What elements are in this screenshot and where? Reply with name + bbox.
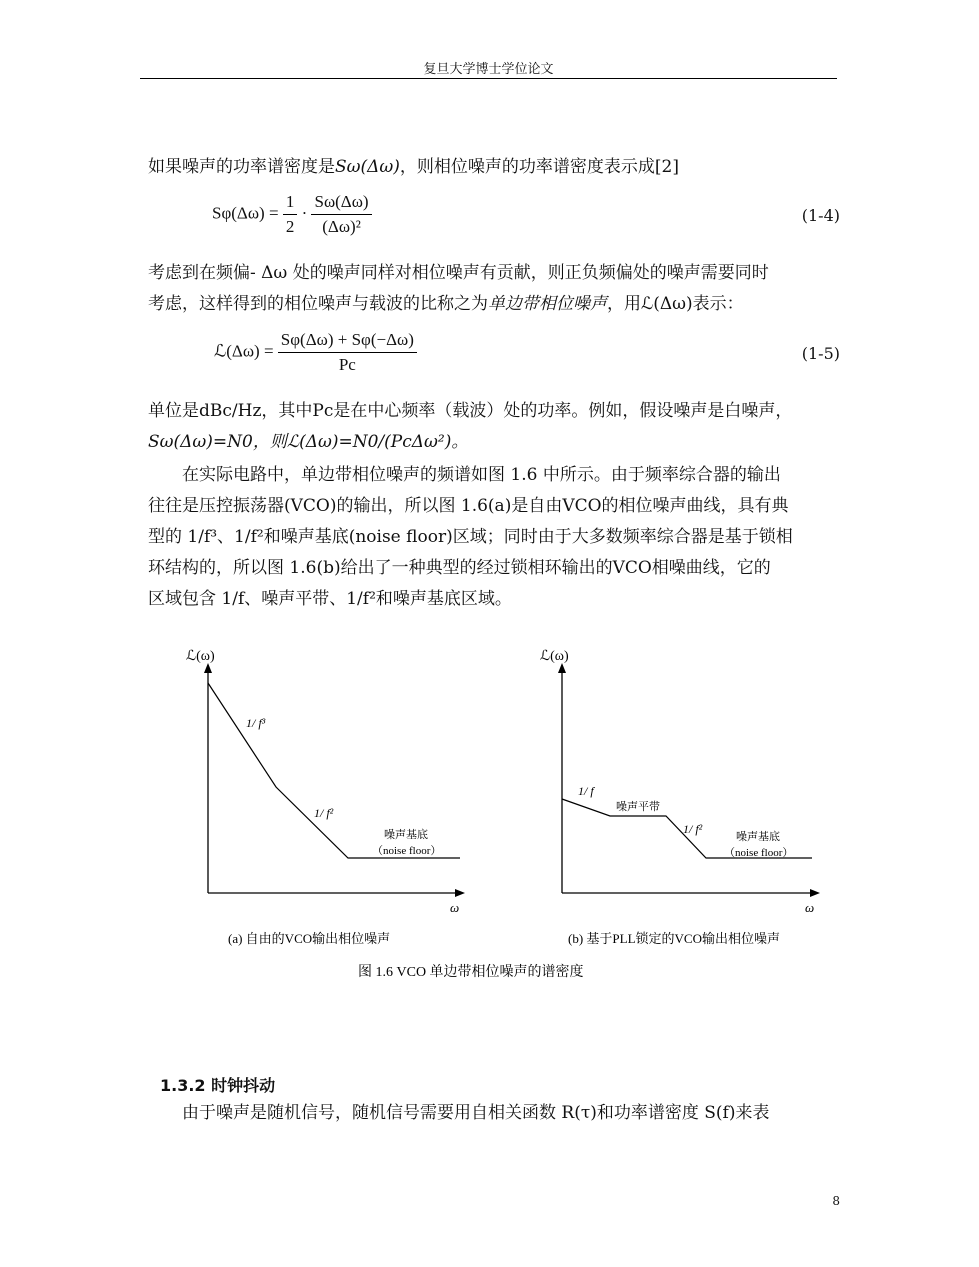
- panel-a-xlabel: ω: [450, 900, 460, 915]
- para4-line4: 环结构的，所以图 1.6(b)给出了一种典型的经过锁相环输出的VCO相噪曲线，它的: [148, 558, 771, 578]
- panel-b-floor-label: 噪声基底: [736, 831, 780, 843]
- para4-line2: 往往是压控振荡器(VCO)的输出，所以图 1.6(a)是自由VCO的相位噪声曲线，具有典: [148, 496, 789, 516]
- panel-b-seg-1f2: 1/ f²: [683, 822, 703, 836]
- para3-line2: Sω(Δω)=N0，则ℒ(Δω)=N0/(PcΔω²)。: [148, 432, 469, 452]
- para5-text: 由于噪声是随机信号，随机信号需要用自相关函数 R(τ)和功率谱密度 S(f)来表: [182, 1103, 770, 1123]
- eq2-lhs: ℒ(Δω) =: [214, 341, 274, 361]
- eq1-dot: ·: [301, 203, 308, 223]
- panel-a: [186, 649, 460, 915]
- para1-text: 如果噪声的功率谱密度是: [148, 157, 335, 177]
- eq1-half-den: 2: [285, 217, 295, 236]
- page-number: 8: [832, 1194, 840, 1208]
- equation-number-1-5: (1-5): [801, 344, 840, 363]
- para4-line3: 型的 1/f³、1/f²和噪声基底(noise floor)区域；同时由于大多数频率综合器是基于锁相: [148, 527, 793, 547]
- eq1-numerator: Sω(Δω): [311, 192, 371, 215]
- paragraph-jitter: [148, 1098, 838, 1129]
- para2-line1: 考虑到在频偏- Δω 处的噪声同样对相位噪声有贡献，则正负频偏处的噪声需要同时: [148, 263, 769, 283]
- para4-line5: 区域包含 1/f、噪声平带、1/f²和噪声基底区域。: [148, 589, 512, 609]
- panel-b-seg-1f: 1/ f: [578, 784, 594, 798]
- panel-b-floor-label-en: （noise floor）: [724, 847, 794, 859]
- para4-line1: 在实际电路中，单边带相位噪声的频谱如图 1.6 中所示。由于频率综合器的输出: [182, 465, 781, 485]
- panel-a-floor-label-en: （noise floor）: [372, 845, 442, 857]
- panel-b-flat-label: 噪声平带: [616, 801, 660, 813]
- para3-line1: 单位是dBc/Hz，其中Pc是在中心频率（载波）处的功率。例如，假设噪声是白噪声，: [148, 401, 793, 421]
- panel-b-caption: (b) 基于PLL锁定的VCO输出相位噪声: [568, 931, 780, 946]
- section-heading: 1.3.2 时钟抖动: [160, 1076, 276, 1095]
- para1-end: ，则相位噪声的功率谱密度表示成[2]: [399, 157, 680, 177]
- para2-line2a: 考虑，这样得到的相位噪声与载波的比称之为: [148, 294, 488, 314]
- eq2-numerator: Sφ(Δω) + Sφ(−Δω): [278, 330, 417, 353]
- panel-b: [540, 649, 815, 915]
- eq1-half-num: 1: [283, 192, 298, 215]
- panel-a-ylabel: ℒ(ω): [186, 649, 215, 664]
- running-header: 复旦大学博士学位论文: [423, 62, 554, 77]
- panel-b-xlabel: ω: [805, 900, 815, 915]
- eq2-denominator: Pc: [338, 355, 356, 374]
- panel-a-seg-1f3: 1/ f³: [246, 716, 266, 730]
- eq1-denominator: (Δω)²: [322, 217, 361, 236]
- panel-a-seg-1f2: 1/ f²: [314, 806, 334, 820]
- panel-a-floor-label: 噪声基底: [384, 829, 428, 841]
- para2-emphasis: 单边带相位噪声: [488, 294, 607, 314]
- para2-line2b: ，用ℒ(Δω)表示：: [607, 294, 744, 314]
- equation-number-1-4: (1-4): [801, 206, 840, 225]
- figure-caption: 图 1.6 VCO 单边带相位噪声的谱密度: [358, 965, 584, 980]
- panel-b-ylabel: ℒ(ω): [540, 649, 569, 664]
- para1-symbol: Sω(Δω): [335, 157, 400, 177]
- eq1-lhs: Sφ(Δω) =: [212, 203, 279, 223]
- panel-a-caption: (a) 自由的VCO输出相位噪声: [228, 931, 391, 946]
